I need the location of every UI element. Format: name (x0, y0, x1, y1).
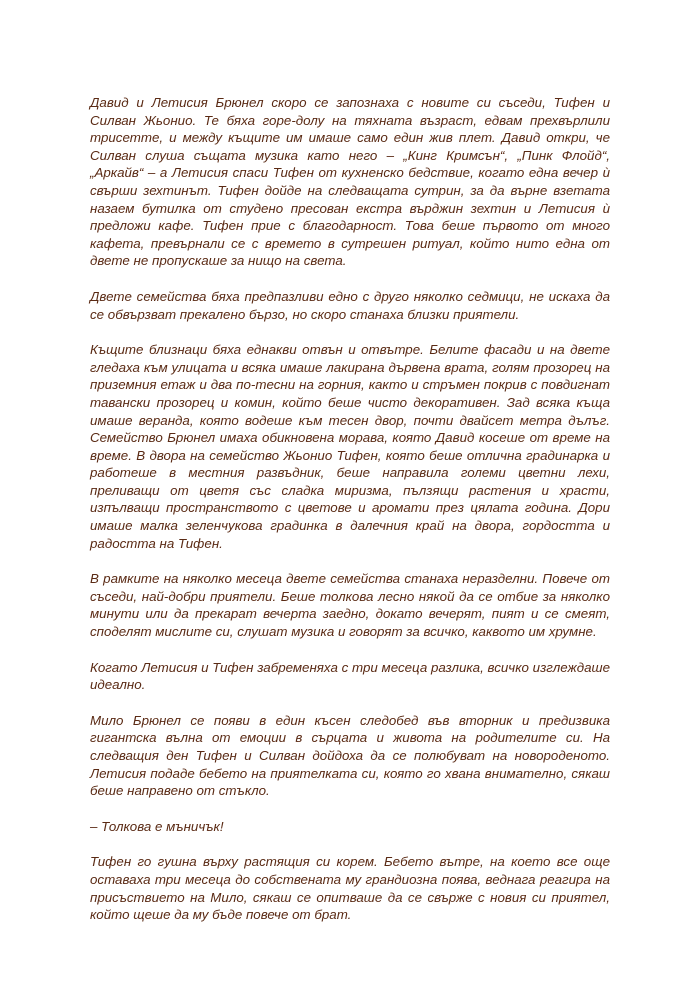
paragraph-pregnancy: Когато Летисия и Тифен забременяха с три месеца разлика, всичко изглеждаше идеално. (90, 659, 610, 693)
paragraph-twin-houses: Къщите близнаци бяха еднакви отвън и отвътре. Белите фасади и на двете гледаха към улицата и всяка имаше лакирана дървена врата, голям прозорец на приземния етаж и два по-тесни на горния, както и стръмен покрив с повдигнат тавански прозорец и комин, който беше чисто декоративен. Зад всяка къща имаше веранда, която водеше към тесен двор, почти двайсет метра дълъг. Семейство Брюнел имаха обикновена морава, която Давид косеше от време на време. В двора на семейство Жьонио Тифен, която беше отлична градинарка и работеше в местния развъдник, беше направила големи цветни лехи, преливащи от цветя със сладка миризма, пълзящи растения и храсти, изпълващи пространството с цветове и аромати през цялата година. Дори имаше малка зеленчукова градинка в далечния край на двора, гордостта и радостта на Тифен. (90, 342, 610, 551)
paragraph-dialogue: – Толкова е мъничък! (90, 818, 224, 834)
paragraph-inseparable: В рамките на няколко месеца двете семейства станаха неразделни. Повече от съседи, най-добри приятели. Беше толкова лесно някой да се отбие за няколко минути или да прекарат вечерта заедно, докато вечерят, пият и се смеят, споделят мислите си, слушат музика и говорят за всичко, каквото им хрумне. (90, 571, 610, 640)
paragraph-families-cautious: Двете семейства бяха предпазливи едно с друго няколко седмици, не искаха да се обвързват прекалено бързо, но скоро станаха близки приятели. (90, 288, 610, 322)
paragraph-belly: Тифен го гушна върху растящия си корем. Бебето вътре, на което все още оставаха три месеца до собствената му грандиозна поява, веднага реагира на присъствието на Мило, сякаш се опитваше да се свърже с новия си приятел, който щеше да му бъде повече от брат. (90, 854, 610, 923)
paragraph-neighbors-intro: Давид и Летисия Брюнел скоро се запознаха с новите си съседи, Тифен и Силван Жьонио. Те бяха горе-долу на тяхната възраст, едвам прехвърлили трисетте, и между къщите им имаше само един жив плет. Давид откри, че Силван слуша същата музика като него – „Кинг Кримсън“, „Пинк Флойд“, „Аркайв“ – а Летисия спаси Тифен от кухненско бедствие, когато една вечер ѝ свърши зехтинът. Тифен дойде на следващата сутрин, за да върне взетата назаем бутилка от студено пресован екстра върджин зехтин и Летисия ѝ предложи кафе. Тифен прие с благодарност. Това беше първото от много кафета, превърнали се с времето в сутрешен ритуал, който нито една от двете не пропускаше за нищо на света. (90, 95, 610, 269)
body-text (90, 94, 610, 942)
paragraph-milo-birth: Мило Брюнел се появи в един късен следобед във вторник и предизвика гигантска вълна от емоции в сърцата и живота на родителите си. На следващия ден Тифен и Силван дойдоха да се полюбуват на новороденото. Летисия подаде бебето на приятелката си, която го хвана внимателно, сякаш беше направено от стъкло. (90, 712, 610, 799)
